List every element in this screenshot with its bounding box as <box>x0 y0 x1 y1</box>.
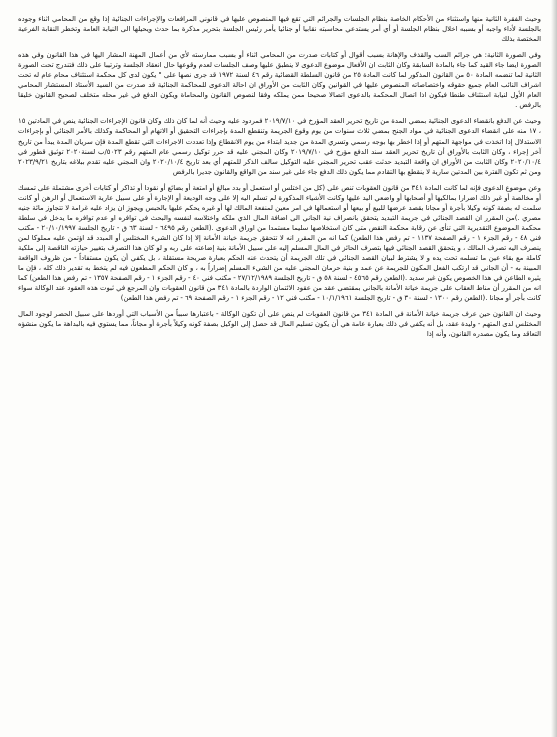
paragraph-3: وحيث عن الدفع بانقضاء الدعوى الجنائية بمضي المدة من تاريخ تحرير العقد المؤرخ في ٢٠١٩/٧/١٠ فمردود عليه وحيث أنه لما كان ذلك وكان قانون الإجراءات الجنائية ينص في المادتين ١٥ ، ١٧ منه على انقضاء الدعوى الجنائية في مواد الجنح بمضي ثلاث سنوات من يوم وقوع الجريمة وتنقطع المدة بإجراءات التحقيق أو الاتهام أو المحاكمة وكذلك بالأمر الجنائي أو بإجراءات الاستدلال إذا اتخذت في مواجهة المتهم أو إذا اخطر بها بوجه رسمي وتسري المدة من جديد ابتداء من يوم الانقطاع وإذا تعددت الاجراءات التي تقطع المدة فإن سريان المدة يبدأ من تاريخ آخر إجراء ، وكان الثابت بالأوراق أن تاريخ تحرير العقد سند الدفع مؤرخ في ٢٠١٩/٧/١٠ وكان المجني عليه قد حرر توكيل رسمي عام المتهم رقم ٥٠٢٣/ب لسنة٢٠٢٠ توثيق قطور في ٢٠٢٠/١٠/٤ وكان الثابت من الأوراق ان واقعة التبديد حدثت عقب تحرير المجني عليه التوكيل سالف الذكر للمتهم أي بعد تاريخ ٢٠٢٠/١٠/٤ وان المجني عليه تقدم ببلاغه بتاريخ ٢٠٢٣/٩/٢١ ومن ثم تكون الفترة بين المدتين سارية لا ينقطع بها التقادم مما يكون ذلك الدفع جاء على غير سند من الواقع والقانون جديرا بالرفض <box>18 117 542 176</box>
scan-edge-shadow <box>551 0 557 737</box>
paragraph-1: وحيث الفقرة الثانية منها واستثناء من الأحكام الخاصة بنظام الجلسات والجرائم التي تقع فيها المنصوص عليها في قانوني المرافعات والإجراءات الجنائية إذا وقع من المحامي اثناء وجوده بالجلسة لأداء واجبه أو بسببه اخلال بنظام الجلسة أو أي أمر يستدعي محاسبته نقابيا أو جنائيا يأمر رئيس الجلسة بتحرير مذكرة بما حدث ويحيلها الى النيابة العامة وتخطر النقابة الفرعية المختصة بذلك <box>18 15 541 44</box>
paragraph-2: وفي الصورة الثانية: هي جرائم السب والقذف والإهانة بسبب أقوال أو كتابات صدرت من المحامي اثناء أو بسبب ممارسته لأي من أعمال المهنة المشار اليها في هذا القانون وفي هذه الصورة ايضا جاء القيد كما جاء بالمادة السابقة وكان الثابت ان الأفعال موضوع الدعوى لا ينطبق عليها وصف الجلسات لعدم وقوعها حال انعقاد الجلسة وترتيبا على ذلك فتندرج تحت الصورة الثانية لما تنضمه المادة ٥٠ من القانون المذكور لما كانت المادة ٢٥ من قانون السلطة القضائية رقم ٤٦ لسنة ١٩٧٢ قد جرى نصها على " يكون لدى كل محكمة استئناف محام عام له تحت اشراف النائب العام جميع حقوقه واختصاصاته المنصوص عليها في القوانين وكان الثابت من الأوراق ان احالة الدعوى للمحاكمة الجنائية قد صدرت من السيد الأستاذ المستشار المحامي العام الأول لنيابة استئناف طنطا فيكون اذا اتصال المحكمة بالدعوى اتصالا صحيحا ممن يملكه وفقا لنصوص القانون والمحاماة ويكون الدفع في غير محله متخلف لصحيح القانون خليقا بالرفض . <box>18 51 542 110</box>
paragraph-5: وحيث ان القانون حين عرف جريمة خيانة الأمانة في المادة ٣٤١ من قانون العقوبات لم ينص على أن تكون الوكالة - باعتبارها سبباً من الأسباب التي أوردها على سبيل الحصر لوجود المال المختلس لدى المتهم - وليدة عقد، بل أنه يكفي في ذلك بعبارة عامة هي أن يكون تسليم المال قد حصل إلى الوكيل بصفة كونه وكيلاً بأجرة أو مجاناً، مما يستوي فيه بالبداهة ما يكون منشؤه التعاقد وما يكون مصدره القانون، وأنه إذا <box>18 310 541 339</box>
paragraph-4: وعن موضوع الدعوى فإنه لما كانت المادة ٣٤١ من قانون العقوبات تنص على (كل من اختلس أو استعمل أو بدد مبالغ أو امتعة أو بضائع أو نقودا أو تذاكر أو كتابات أخرى مشتملة على تمسك أو مخالصة أو غير ذلك اضرارا بمالكيها أو أصحابها أو واضعي اليد عليها وكانت الأشياء المذكورة لم تسلم اليه إلا على وجه الوديعة أو الإجارة أو على سبيل عارية الاستعمال أو الرهن أو كانت سلمت له بصفة كونه وكيلا بأجرة أو مجانا بقصد عرضها للبيع أو بيعها أو استعمالها في امر معين لمنفعة المالك لها أو غيره يحكم عليها بالحبس ويجوز ان يزاد عليه غرامة لا تتجاوز مائة جنيه مصري .)من المقرر ان القصد الجنائي في جريمة التبديد يتحقق بانصراف نية الجاني الى اضافة المال الذي ملكه واختلاسه لنفسه والبحث في توافره او عدم توافره ما يدخل في سلطة محكمة الموضوع التقديرية التي تنأى عن رقابة محكمة النقض متى كان استخلاصها سليما مستمدا من اوراق الدعوى .(الطعن رقم ٦٤٩٥ - لسنة ٦٣ ق - تاريخ الجلسة ٢٠/١٠/١٩٩٧ - مكتب فني ٤٨ - رقم الجزء ١ - رقم الصفحة ١١٣٧ - تم رفض هذا الطعن) كما انه من المقرر انه لا تتحقق جريمة خيانة الأمانة إلا إذا كان الشيء المختلس أو المبدد قد اؤتمن عليه مملوكا لمن ينصرف اليه تصرف المالك ، و يتحقق القصد الجنائي فيها بتصرف الحائز في المال المسلم إليه على سبيل الأمانة بنية إضاعته على ربه و لو كان هذا التصرف بتغيير حيازته الناقصة إلى ملكية كاملة مع بقاء عين ما تسلمه تحت يده و لا يشترط لبيان القصد الجنائي في تلك الجريمة أن يتحدث عنه الحكم بعبارة صريحة مستقلة ، بل يكفي أن يكون مستفاداً - من ظروف الواقعة المبينة به - أن الجاني قد ارتكب الفعل المكون للجريمة عن عمد و بنية حرمان المجني عليه من الشيء المسلم إضراراً به ، و كان الحكم المطعون فيه لم يتخط به تقدير ذلك كله ، فإن ما يثيره الطاعن في هذا الخصوص يكون غير سديد .(الطعن رقم ٤٥٦٥ - لسنة ٥٨ ق - تاريخ الجلسة ٢٧/١٢/١٩٨٩ - مكتب فني ٤٠ - رقم الجزء ١ - رقم الصفحة ١٣٥٧ - تم رفض هذا الطعن) كما انه من المقرر أن مناط العقاب على جريمة خيانة الأمانة بالجاني بمقتضى عقد من عقود الائتمان الواردة بالمادة ٣٤١ من قانون العقوبات وان المرجع في ثبوت هذه العقود عند الوكالة سواء كانت بأجر أو مجانا .(الطعن رقم ١٣٠٠ - لسنة ٣٠ ق - تاريخ الجلسة ١٠/١/١٩٦١ - مكتب فني ١٢ - رقم الجزء ١ - رقم الصفحة ٦٩ - تم رفض هذا الطعن) <box>18 183 541 303</box>
